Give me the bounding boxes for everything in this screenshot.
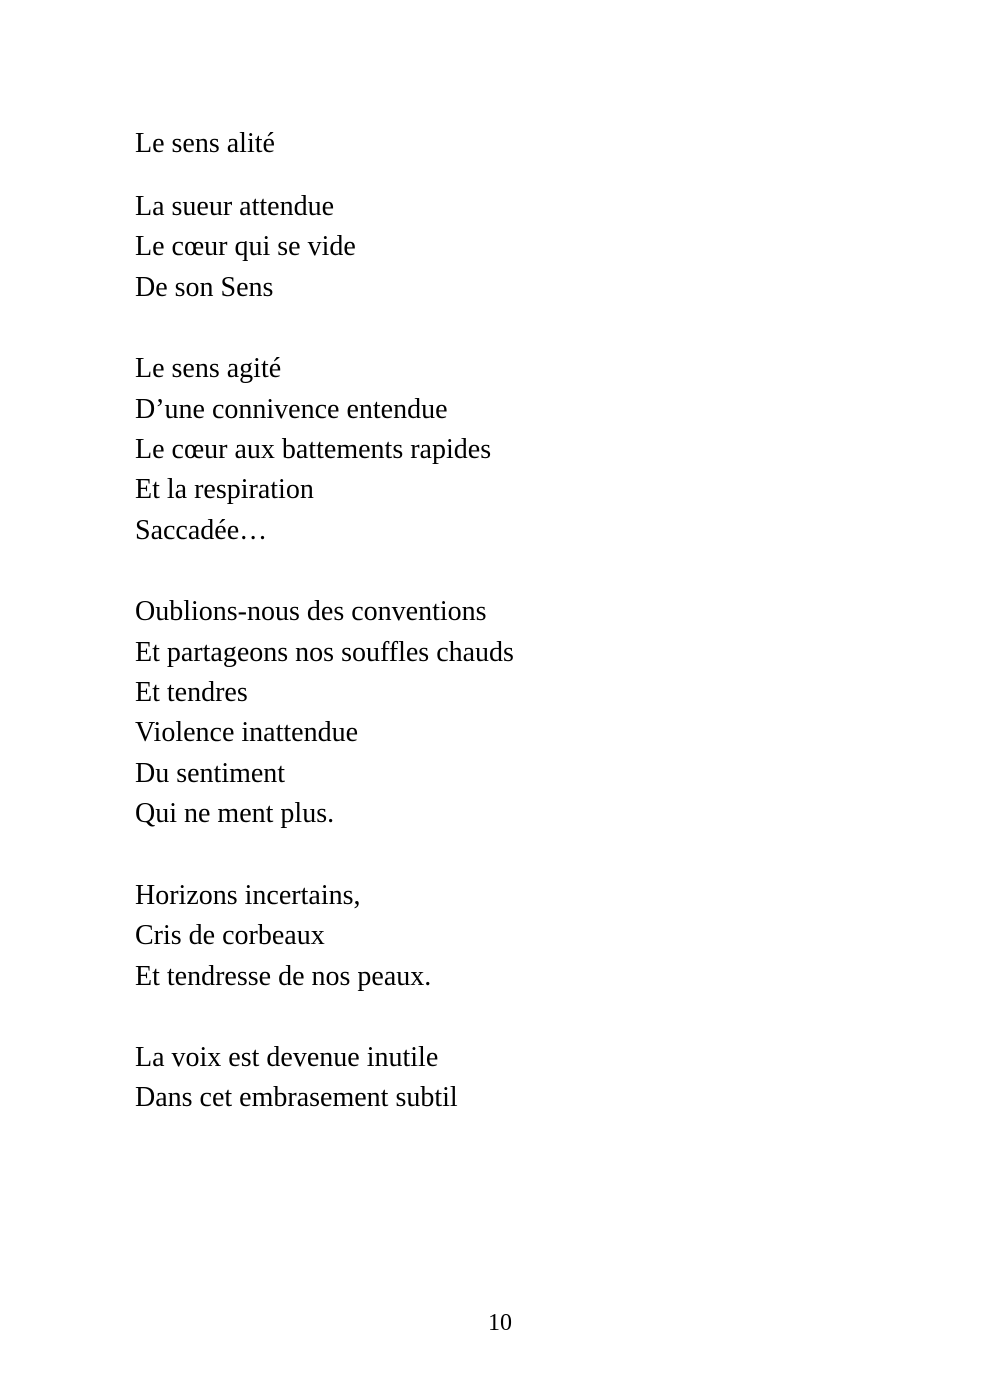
poem-line: Et la respiration [135,474,314,506]
page-number: 10 [488,1310,512,1336]
poem-line: Et partageons nos souffles chauds [135,636,514,668]
stanza-2 [135,349,935,551]
poem-line: Saccadée… [135,514,268,546]
poem-title: Le sens alité [135,128,275,159]
stanza-3 [135,592,935,834]
poem-line: Cris de corbeaux [135,920,325,952]
poem-line: Dans cet embrasement subtil [135,1082,458,1114]
poem-line: Le cœur qui se vide [135,231,356,263]
poem-line: Oublions-nous des conventions [135,596,487,628]
poem-line: La sueur attendue [135,191,335,222]
poem-line: Et tendres [135,677,248,709]
poem-line: De son Sens [135,271,274,303]
poem-line: Le cœur aux battements rapides [135,434,492,466]
poem-line: Violence inattendue [135,717,359,749]
poem-line: La voix est devenue inutile [135,1041,439,1073]
poem-line: Le sens agité [135,353,282,385]
poem-line: Qui ne ment plus. [135,798,335,830]
poem-line: Et tendresse de nos peaux. [135,960,432,992]
poem [135,124,935,1160]
stanza-4 [135,876,935,997]
stanza-1 [135,187,935,308]
poem-line: Du sentiment [135,757,286,789]
poem-line: Horizons incertains, [135,879,361,911]
stanza-5 [135,1038,935,1119]
poem-line: D’une connivence entendue [135,393,448,425]
